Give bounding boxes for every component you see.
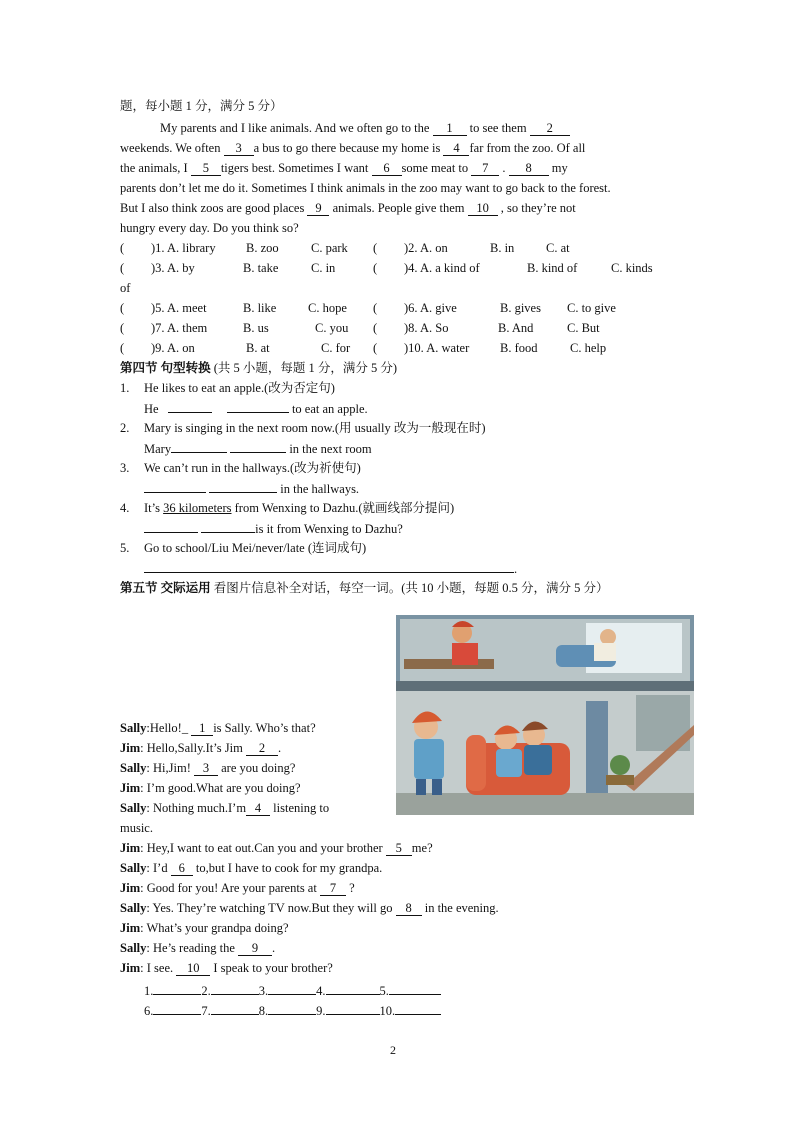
answer-blank[interactable]: [153, 981, 201, 995]
answer-blank[interactable]: [211, 1001, 259, 1015]
blank-7: 7: [471, 161, 499, 176]
answer-line-5: .: [144, 559, 517, 578]
dialogue-blank-6: 6: [171, 861, 193, 876]
answer-blank[interactable]: [268, 1001, 316, 1015]
answer-line-1: He to eat an apple.: [144, 399, 368, 418]
blank-5: 5: [191, 161, 221, 176]
passage-line-2: weekends. We often 3 a bus to go there because my home is 4 far from the zoo. Of all: [120, 141, 586, 155]
question-5: Go to school/Liu Mei/never/late (连词成句): [144, 541, 367, 555]
answer-blank[interactable]: [211, 981, 259, 995]
dialogue-blank-9: 9: [238, 941, 272, 956]
dialogue-blank-2: 2: [246, 741, 278, 756]
blank-2: 2: [530, 121, 570, 136]
question-4: It’s 36 kilometers from Wenxing to Dazhu.(就画线部分提问): [144, 501, 455, 515]
answer-blank[interactable]: [153, 1001, 201, 1015]
dialogue-blank-5: 5: [386, 841, 412, 856]
dialogue-line-4: Jim: I’m good.What are you doing?: [120, 781, 301, 795]
answer-blank[interactable]: [326, 981, 380, 995]
dialogue-line-9: Jim: Good for you! Are your parents at 7 ?: [120, 881, 355, 895]
answer-blank[interactable]: [144, 519, 198, 533]
answer-blank[interactable]: [395, 1001, 441, 1015]
answer-blank[interactable]: [209, 479, 277, 493]
dialogue-blank-8: 8: [396, 901, 422, 916]
answer-blank[interactable]: [389, 981, 441, 995]
passage-line-5: But I also think zoos are good places 9 animals. People give them 10 , so they’re not: [120, 201, 576, 215]
dialogue-line-11: Jim: What’s your grandpa doing?: [120, 921, 289, 935]
dialogue-line-1: Sally:Hello!_ 1 is Sally. Who’s that?: [120, 721, 316, 735]
dialogue-line-10: Sally: Yes. They’re watching TV now.But they will go 8 in the evening.: [120, 901, 499, 915]
answer-blank[interactable]: [230, 439, 286, 453]
dialogue-illustration: [396, 615, 694, 815]
passage-line-4: parents don’t let me do it. Sometimes I think animals in the zoo may want to go back to the forest.: [120, 181, 611, 195]
blank-4: 4: [443, 141, 469, 156]
blank-10: 10: [468, 201, 498, 216]
answer-row-1: 1. 2. 3. 4. 5.: [144, 981, 441, 1000]
dialogue-line-2: Jim: Hello,Sally.It’s Jim 2 .: [120, 741, 282, 755]
section-4-title: 第四节 句型转换: [120, 361, 211, 375]
passage-line-1: My parents and I like animals. And we often go to the 1 to see them 2: [160, 119, 570, 137]
answer-line-3: in the hallways.: [144, 479, 359, 498]
dialogue-line-7: Jim: Hey,I want to eat out.Can you and your brother 5 me?: [120, 841, 433, 855]
answer-blank[interactable]: [326, 1001, 380, 1015]
dialogue-line-13: Jim: I see. 10 I speak to your brother?: [120, 961, 333, 975]
section-4-note: (共 5 小题，每题 1 分，满分 5 分): [210, 361, 398, 375]
underlined-phrase: 36 kilometers: [163, 501, 232, 515]
answer-row-2: 6. 7. 8. 9. 10.: [144, 1001, 441, 1020]
blank-3: 3: [224, 141, 254, 156]
section-header-continuation: 题，每小题 1 分，满分 5 分）: [120, 99, 283, 113]
answer-line-2: Mary in the next room: [144, 439, 372, 458]
dialogue-line-5: Sally: Nothing much.I’m 4 listening to: [120, 801, 330, 815]
dialogue-blank-1: 1: [191, 721, 213, 736]
answer-blank[interactable]: [144, 559, 514, 573]
answer-blank[interactable]: [144, 479, 206, 493]
question-3: We can’t run in the hallways.(改为祈使句): [144, 461, 361, 475]
answer-blank[interactable]: [201, 519, 255, 533]
section-5-title: 第五节 交际运用: [120, 581, 211, 595]
dialogue-blank-7: 7: [320, 881, 346, 896]
question-2: Mary is singing in the next room now.(用 usually 改为一般现在时): [144, 421, 486, 435]
blank-8: 8: [509, 161, 549, 176]
blank-6: 6: [372, 161, 402, 176]
dialogue-line-8: Sally: I’d 6 to,but I have to cook for my grandpa.: [120, 861, 383, 875]
blank-9: 9: [307, 201, 329, 216]
section-4-heading: [120, 359, 397, 377]
answer-blank[interactable]: [227, 399, 289, 413]
dialogue-line-6: music.: [120, 821, 153, 835]
dialogue-blank-4: 4: [246, 801, 270, 816]
answer-blank[interactable]: [168, 399, 212, 413]
section-5-heading: [120, 579, 609, 597]
passage-line-6: hungry every day. Do you think so?: [120, 221, 299, 235]
dialogue-blank-3: 3: [194, 761, 218, 776]
section-5-note: 看图片信息补全对话，每空一词。(共 10 小题，每题 0.5 分，满分 5 分）: [210, 581, 609, 595]
dialogue-line-3: Sally: Hi,Jim! 3 are you doing?: [120, 761, 296, 775]
answer-line-4: is it from Wenxing to Dazhu?: [144, 519, 403, 538]
dialogue-blank-10: 10: [176, 961, 210, 976]
answer-blank[interactable]: [268, 981, 316, 995]
blank-1: 1: [433, 121, 467, 136]
dialogue-line-12: Sally: He’s reading the 9 .: [120, 941, 276, 955]
passage-line-3: the animals, I 5 tigers best. Sometimes I want 6 some meat to 7 . 8 my: [120, 161, 568, 175]
page-number: 2: [390, 1043, 396, 1057]
answer-blank[interactable]: [171, 439, 227, 453]
options-row-2-wrap: of: [120, 281, 131, 295]
question-1: He likes to eat an apple.(改为否定句): [144, 381, 335, 395]
